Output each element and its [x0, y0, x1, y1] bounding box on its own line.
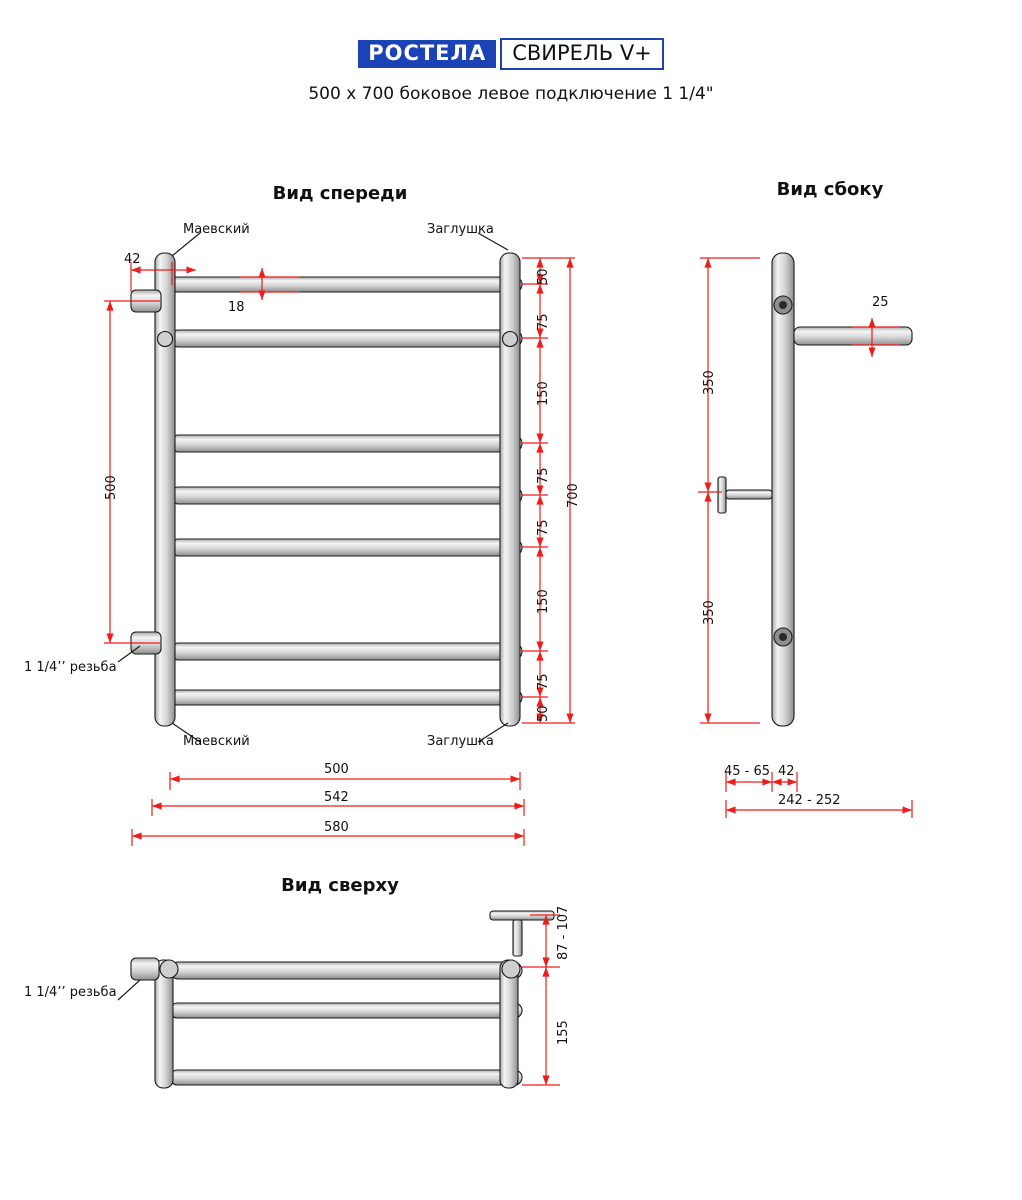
dim-87-107-top: 87 - 107 — [556, 905, 571, 960]
product-subtitle: 500 x 700 боковое левое подключение 1 1/4" — [308, 84, 714, 104]
dim-chain-75d: 75 — [536, 673, 551, 690]
label-plug-top: Заглушка — [427, 222, 494, 237]
dim-500-width: 500 — [324, 762, 349, 777]
dim-chain-150a: 150 — [536, 381, 551, 406]
label-maevsky-top: Маевский — [183, 222, 250, 237]
dim-chain-50a: 50 — [536, 268, 551, 285]
dim-500-height: 500 — [104, 475, 119, 500]
brand-logo: РОСТЕЛА — [358, 40, 496, 68]
label-plug-bottom: Заглушка — [427, 734, 494, 749]
dim-155-top: 155 — [556, 1020, 571, 1045]
side-view-title: Вид сбоку — [776, 179, 884, 200]
dim-25-side: 25 — [872, 295, 889, 310]
brand-model: СВИРЕЛЬ V+ — [500, 38, 664, 70]
label-maevsky-bottom: Маевский — [183, 734, 250, 749]
dim-42-side: 42 — [778, 764, 795, 779]
dim-45-65-side: 45 - 65 — [724, 764, 771, 779]
label-thread-front: 1 1/4’’ резьба — [24, 660, 117, 675]
front-view-title: Вид спереди — [272, 183, 408, 204]
dim-42-front: 42 — [124, 252, 141, 267]
dim-350-bottom: 350 — [702, 600, 717, 625]
dim-chain-150b: 150 — [536, 589, 551, 614]
dim-242-252-side: 242 - 252 — [778, 793, 841, 808]
dim-chain-75c: 75 — [536, 519, 551, 536]
dim-chain-50b: 50 — [536, 705, 551, 722]
top-view-title: Вид сверху — [281, 875, 399, 896]
dim-18-front: 18 — [228, 300, 245, 315]
dim-580-width: 580 — [324, 820, 349, 835]
dim-350-top: 350 — [702, 370, 717, 395]
dim-chain-75b: 75 — [536, 467, 551, 484]
dim-700-total: 700 — [566, 483, 581, 508]
dim-542-width: 542 — [324, 790, 349, 805]
label-thread-top: 1 1/4’’ резьба — [24, 985, 117, 1000]
dim-chain-75a: 75 — [536, 313, 551, 330]
